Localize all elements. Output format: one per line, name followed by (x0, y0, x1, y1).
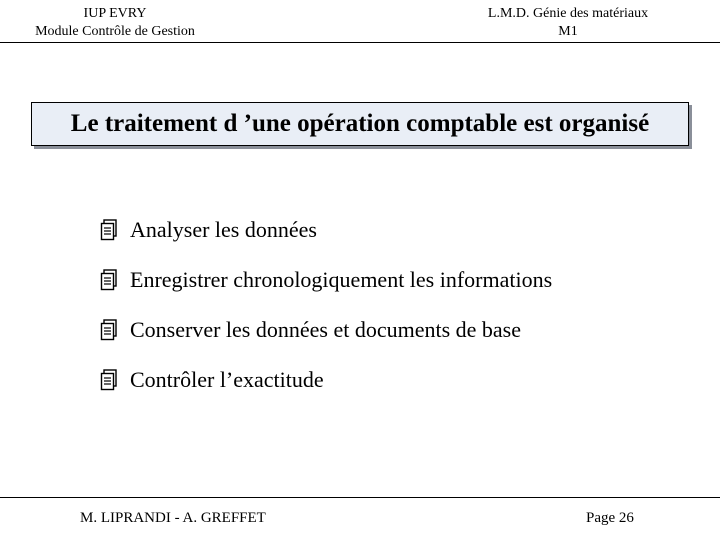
bullet-list (100, 205, 552, 405)
bullet-text: Enregistrer chronologiquement les informations (130, 267, 553, 292)
document-icon (100, 219, 118, 241)
header-right (468, 5, 668, 41)
bullet-item (100, 205, 552, 255)
header-module: Module Contrôle de Gestion (35, 24, 195, 39)
document-icon (100, 369, 118, 391)
bullet-item (100, 305, 552, 355)
header-left (20, 5, 210, 41)
slide-title: Le traitement d ’une opération comptable est organisé (70, 110, 650, 137)
page-number: Page 26 (586, 510, 634, 526)
footer-authors: M. LIPRANDI - A. GREFFET (80, 510, 266, 526)
header-divider (0, 42, 720, 43)
header-program: L.M.D. Génie des matériaux (487, 6, 649, 21)
header-school: IUP EVRY (83, 6, 147, 21)
bullet-item (100, 355, 552, 405)
document-icon (100, 269, 118, 291)
footer-divider (0, 497, 720, 498)
document-icon (100, 319, 118, 341)
bullet-text: Conserver les données et documents de base (130, 317, 521, 342)
bullet-text: Analyser les données (130, 217, 317, 242)
header-level: M1 (558, 24, 578, 39)
slide-title-box (31, 102, 689, 146)
bullet-text: Contrôler l’exactitude (130, 367, 324, 392)
bullet-item (100, 255, 552, 305)
